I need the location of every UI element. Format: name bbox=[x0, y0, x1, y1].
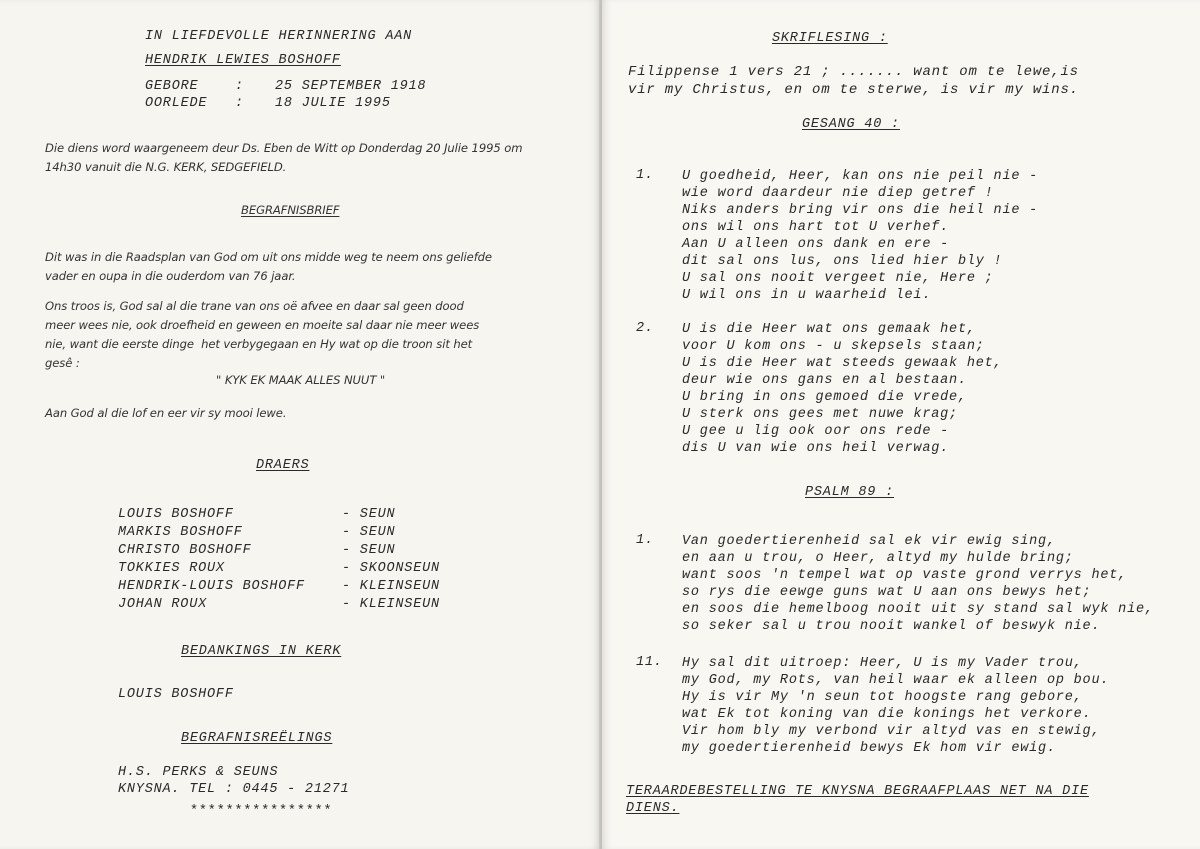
verse-number: 1. bbox=[636, 168, 654, 183]
para1-line-2: vader en oupa in die ouderdom van 76 jaar. bbox=[45, 269, 296, 283]
died-label: OORLEDE bbox=[145, 96, 208, 111]
verse-line: Hy is vir My 'n seun tot hoogste rang gebore, bbox=[682, 690, 1083, 705]
bearer-name: JOHAN ROUX bbox=[118, 597, 208, 612]
para2-line-4: gesê : bbox=[45, 356, 80, 370]
verse-line: so rys die eewge guns wat U aan ons bewys het; bbox=[682, 585, 1092, 600]
para1-line-1: Dit was in die Raadsplan van God om uit ons midde weg te neem ons geliefde bbox=[45, 250, 492, 264]
verse-line: Van goedertierenheid sal ek vir ewig sing, bbox=[682, 534, 1056, 549]
verse-line: wat Ek tot koning van die konings het verkore. bbox=[682, 707, 1092, 722]
verse-line: so seker sal u trou nooit wankel of beswyk nie. bbox=[682, 619, 1101, 634]
verse-line: my goedertierenheid bewys Ek hom vir ewig. bbox=[682, 741, 1056, 756]
service-line-1: Die diens word waargeneem deur Ds. Eben de Witt op Donderdag 20 Julie 1995 om bbox=[45, 141, 523, 155]
verse-line: deur wie ons gans en al bestaan. bbox=[682, 373, 967, 388]
letter-title: BEGRAFNISBRIEF bbox=[241, 203, 340, 217]
para2-line-2: meer wees nie, ook droefheid en geween en moeite sal daar nie meer wees bbox=[45, 318, 480, 332]
verse-line: U gee u lig ook oor ons rede - bbox=[682, 424, 950, 439]
thanks-title: BEDANKINGS IN KERK bbox=[181, 644, 342, 659]
died-date: 18 JULIE 1995 bbox=[275, 96, 391, 111]
praise-line: Aan God al die lof en eer vir sy mooi lewe. bbox=[45, 406, 287, 420]
verse-line: my God, my Rots, van heil waar ek alleen op bou. bbox=[682, 673, 1110, 688]
bearer-relation: - KLEINSEUN bbox=[342, 579, 440, 594]
bearer-row bbox=[118, 524, 396, 542]
verse-number: 2. bbox=[636, 321, 654, 336]
deceased-name: HENDRIK LEWIES BOSHOFF bbox=[145, 53, 341, 68]
reading-title bbox=[772, 31, 888, 46]
verse-lines bbox=[682, 168, 1038, 304]
bearer-row bbox=[118, 506, 396, 524]
bearer-relation: - SEUN bbox=[342, 507, 396, 522]
para2-line-3: nie, want die eerste dinge het verbygegaan en Hy wat op die troon sit het bbox=[45, 337, 473, 351]
thanks-name: LOUIS BOSHOFF bbox=[118, 687, 234, 702]
bearer-name: MARKIS BOSHOFF bbox=[118, 525, 243, 540]
burial-line-2: DIENS. bbox=[626, 801, 680, 816]
bearer-name: CHRISTO BOSHOFF bbox=[118, 543, 252, 558]
died-colon: : bbox=[235, 96, 244, 111]
hymn-title: GESANG 40 : bbox=[802, 117, 900, 132]
bearer-name: HENDRIK-LOUIS BOSHOFF bbox=[118, 579, 305, 594]
right-page bbox=[602, 0, 1200, 849]
bearer-name: TOKKIES ROUX bbox=[118, 561, 225, 576]
verse-line: Niks anders bring vir ons die heil nie - bbox=[682, 203, 1039, 218]
verse-line: U is die Heer wat ons gemaak het, bbox=[682, 322, 976, 337]
bearer-relation: - SEUN bbox=[342, 543, 396, 558]
verse-line: Aan U alleen ons dank en ere - bbox=[682, 237, 950, 252]
bearer-row bbox=[118, 560, 440, 578]
verse-line: U is die Heer wat steeds gewaak het, bbox=[682, 356, 1003, 371]
verse-line: wie word daardeur nie diep getref ! bbox=[682, 186, 994, 201]
bearer-row bbox=[118, 578, 440, 596]
reading-line-2: vir my Christus, en om te sterwe, is vir my wins. bbox=[628, 82, 1079, 98]
verse-line: Hy sal dit uitroep: Heer, U is my Vader trou, bbox=[682, 656, 1083, 671]
bearers-title: DRAERS bbox=[256, 458, 310, 473]
undertaker-phone: KNYSNA. TEL : 0445 - 21271 bbox=[118, 782, 350, 797]
verse-line: ons wil ons hart tot U verhef. bbox=[682, 220, 950, 235]
scripture-quote: " KYK EK MAAK ALLES NUUT " bbox=[216, 373, 386, 387]
burial-line-1: TERAARDEBESTELLING TE KNYSNA BEGRAAFPLAAS NET NA DIE bbox=[626, 784, 1089, 799]
verse-line: voor U kom ons - u skepsels staan; bbox=[682, 339, 985, 354]
verse-number: 11. bbox=[636, 655, 663, 670]
para2-line-1: Ons troos is, God sal al die trane van ons oë afvee en daar sal geen dood bbox=[45, 299, 464, 313]
verse-lines bbox=[682, 655, 1109, 757]
born-date: 25 SEPTEMBER 1918 bbox=[275, 79, 427, 94]
bearers-list bbox=[118, 506, 440, 614]
bearer-row bbox=[118, 542, 396, 560]
reading-line-1: Filippense 1 vers 21 ; ....... want om te lewe,is bbox=[628, 64, 1079, 80]
arrangements-title: BEGRAFNISREËLINGS bbox=[181, 731, 333, 746]
reading-title-text: SKRIFLESING : bbox=[772, 31, 888, 46]
bearer-relation: - SKOONSEUN bbox=[342, 561, 440, 576]
stars-divider: **************** bbox=[190, 804, 333, 819]
verse-line: U sterk ons gees met nuwe krag; bbox=[682, 407, 958, 422]
verse-line: dit sal ons lus, ons lied hier bly ! bbox=[682, 254, 1003, 269]
bearer-name: LOUIS BOSHOFF bbox=[118, 507, 234, 522]
service-line-2: 14h30 vanuit die N.G. KERK, SEDGEFIELD. bbox=[45, 160, 287, 174]
verse-line: U bring in ons gemoed die vrede, bbox=[682, 390, 967, 405]
born-label: GEBORE bbox=[145, 79, 199, 94]
bearer-row bbox=[118, 596, 440, 614]
verse-number: 1. bbox=[636, 533, 654, 548]
verse-line: en soos die hemelboog nooit uit sy stand sal wyk nie, bbox=[682, 602, 1154, 617]
verse-lines bbox=[682, 321, 1002, 457]
bearer-relation: - KLEINSEUN bbox=[342, 597, 440, 612]
verse-lines bbox=[682, 533, 1154, 635]
bearer-relation: - SEUN bbox=[342, 525, 396, 540]
verse-line: dis U van wie ons heil verwag. bbox=[682, 441, 950, 456]
verse-line: en aan u trou, o Heer, altyd my hulde bring; bbox=[682, 551, 1074, 566]
verse-line: U sal ons nooit vergeet nie, Here ; bbox=[682, 271, 994, 286]
verse-line: U goedheid, Heer, kan ons nie peil nie - bbox=[682, 169, 1039, 184]
memorial-heading: IN LIEFDEVOLLE HERINNERING AAN bbox=[145, 29, 413, 44]
psalm-title: PSALM 89 : bbox=[805, 485, 895, 500]
undertaker-name: H.S. PERKS & SEUNS bbox=[118, 765, 279, 780]
born-colon: : bbox=[235, 79, 244, 94]
verse-line: U wil ons in u waarheid lei. bbox=[682, 288, 932, 303]
verse-line: Vir hom bly my verbond vir altyd vas en stewig, bbox=[682, 724, 1101, 739]
verse-line: want soos 'n tempel wat op vaste grond verrys het, bbox=[682, 568, 1128, 583]
